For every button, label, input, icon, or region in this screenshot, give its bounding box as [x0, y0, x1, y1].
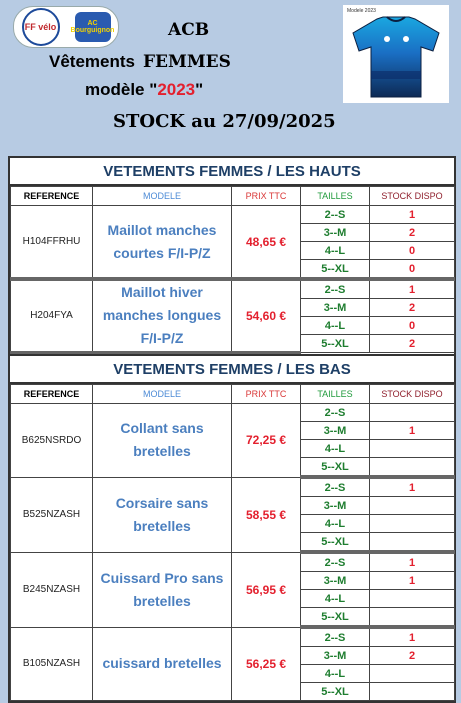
model-year-suffix: " [195, 80, 204, 99]
stock-cell: 2 [370, 224, 455, 242]
stock-table-bas [10, 384, 455, 701]
stock-cell [370, 665, 455, 683]
size-cell: 5--XL [301, 608, 370, 628]
table-row [11, 477, 455, 497]
item-reference: H204FYA [11, 279, 93, 353]
model-year-value: 2023 [157, 80, 196, 99]
item-reference: B525NZASH [11, 477, 93, 552]
table-header-row [11, 385, 455, 404]
stock-cell: 2 [370, 299, 455, 317]
stock-cell: 2 [370, 335, 455, 353]
stock-cell: 1 [370, 627, 455, 647]
stock-cell [370, 497, 455, 515]
col-prix: PRIX TTC [232, 385, 301, 404]
item-price: 58,55 € [232, 477, 301, 552]
stock-cell [370, 590, 455, 608]
page-header [0, 0, 461, 150]
section-bas [8, 354, 456, 703]
table-row [11, 206, 455, 224]
stock-cell: 1 [370, 206, 455, 224]
item-model: Maillot hiver manches longues F/I-P/Z [93, 279, 232, 353]
model-year [85, 80, 203, 100]
size-cell: 4--L [301, 242, 370, 260]
size-cell: 5--XL [301, 533, 370, 553]
size-cell: 4--L [301, 665, 370, 683]
size-cell: 2--S [301, 206, 370, 224]
col-reference: REFERENCE [11, 187, 93, 206]
table-row [11, 627, 455, 647]
jersey-caption: Modele 2023 [347, 8, 376, 14]
size-cell: 3--M [301, 572, 370, 590]
col-stock: STOCK DISPO [370, 385, 455, 404]
table-row [11, 279, 455, 299]
stock-table-hauts [10, 186, 455, 355]
size-cell: 3--M [301, 422, 370, 440]
stock-cell [370, 608, 455, 628]
size-cell: 3--M [301, 299, 370, 317]
stock-cell: 0 [370, 317, 455, 335]
size-cell: 3--M [301, 497, 370, 515]
size-cell: 3--M [301, 224, 370, 242]
item-price: 56,95 € [232, 552, 301, 627]
table-header-row [11, 187, 455, 206]
stock-cell [370, 404, 455, 422]
item-model: Cuissard Pro sans bretelles [93, 552, 232, 627]
size-cell: 2--S [301, 552, 370, 572]
model-year-prefix: modèle " [85, 80, 158, 99]
size-cell: 2--S [301, 279, 370, 299]
item-model: cuissard bretelles [93, 627, 232, 701]
size-cell: 5--XL [301, 260, 370, 280]
stock-cell: 1 [370, 552, 455, 572]
size-cell: 2--S [301, 627, 370, 647]
item-reference: B625NSRDO [11, 404, 93, 478]
col-modele: MODELE [93, 187, 232, 206]
stock-cell: 2 [370, 647, 455, 665]
stock-cell: 1 [370, 422, 455, 440]
subtitle-prefix: Vêtements [49, 52, 135, 71]
item-model: Corsaire sans bretelles [93, 477, 232, 552]
col-tailles: TAILLES [301, 385, 370, 404]
item-reference: B245NZASH [11, 552, 93, 627]
size-cell: 5--XL [301, 458, 370, 478]
stock-cell: 0 [370, 242, 455, 260]
section-title: VETEMENTS FEMMES / LES HAUTS [10, 158, 454, 186]
stock-cell [370, 515, 455, 533]
size-cell: 4--L [301, 317, 370, 335]
col-reference: REFERENCE [11, 385, 93, 404]
section-title: VETEMENTS FEMMES / LES BAS [10, 356, 454, 384]
stock-date: STOCK au 27/09/2025 [113, 111, 336, 132]
size-cell: 4--L [301, 590, 370, 608]
item-price: 72,25 € [232, 404, 301, 478]
size-cell: 3--M [301, 647, 370, 665]
stock-cell [370, 440, 455, 458]
size-cell: 2--S [301, 404, 370, 422]
item-reference: B105NZASH [11, 627, 93, 701]
stock-cell: 1 [370, 477, 455, 497]
acb-logo-icon: AC Bourguignon [75, 12, 111, 42]
size-cell: 4--L [301, 440, 370, 458]
item-model: Maillot manches courtes F/I-P/Z [93, 206, 232, 280]
col-stock: STOCK DISPO [370, 187, 455, 206]
size-cell: 4--L [301, 515, 370, 533]
club-logo [13, 6, 119, 48]
stock-cell: 0 [370, 260, 455, 280]
col-tailles: TAILLES [301, 187, 370, 206]
table-row [11, 552, 455, 572]
item-price: 54,60 € [232, 279, 301, 353]
jersey-icon [343, 5, 449, 103]
size-cell: 5--XL [301, 335, 370, 353]
col-modele: MODELE [93, 385, 232, 404]
item-model: Collant sans bretelles [93, 404, 232, 478]
size-cell: 5--XL [301, 683, 370, 701]
subtitle-femmes [49, 52, 231, 72]
stock-cell: 1 [370, 572, 455, 590]
item-price: 56,25 € [232, 627, 301, 701]
col-prix: PRIX TTC [232, 187, 301, 206]
stock-cell [370, 458, 455, 478]
item-reference: H104FFRHU [11, 206, 93, 280]
size-cell: 2--S [301, 477, 370, 497]
club-title: ACB [168, 20, 210, 40]
stock-cell [370, 533, 455, 553]
table-row [11, 404, 455, 422]
item-price: 48,65 € [232, 206, 301, 280]
subtitle-emph: FEMMES [142, 52, 231, 72]
section-hauts [8, 156, 456, 357]
jersey-image [343, 5, 449, 103]
ffvelo-logo-icon: FF vélo [22, 8, 60, 46]
stock-cell [370, 683, 455, 701]
stock-cell: 1 [370, 279, 455, 299]
